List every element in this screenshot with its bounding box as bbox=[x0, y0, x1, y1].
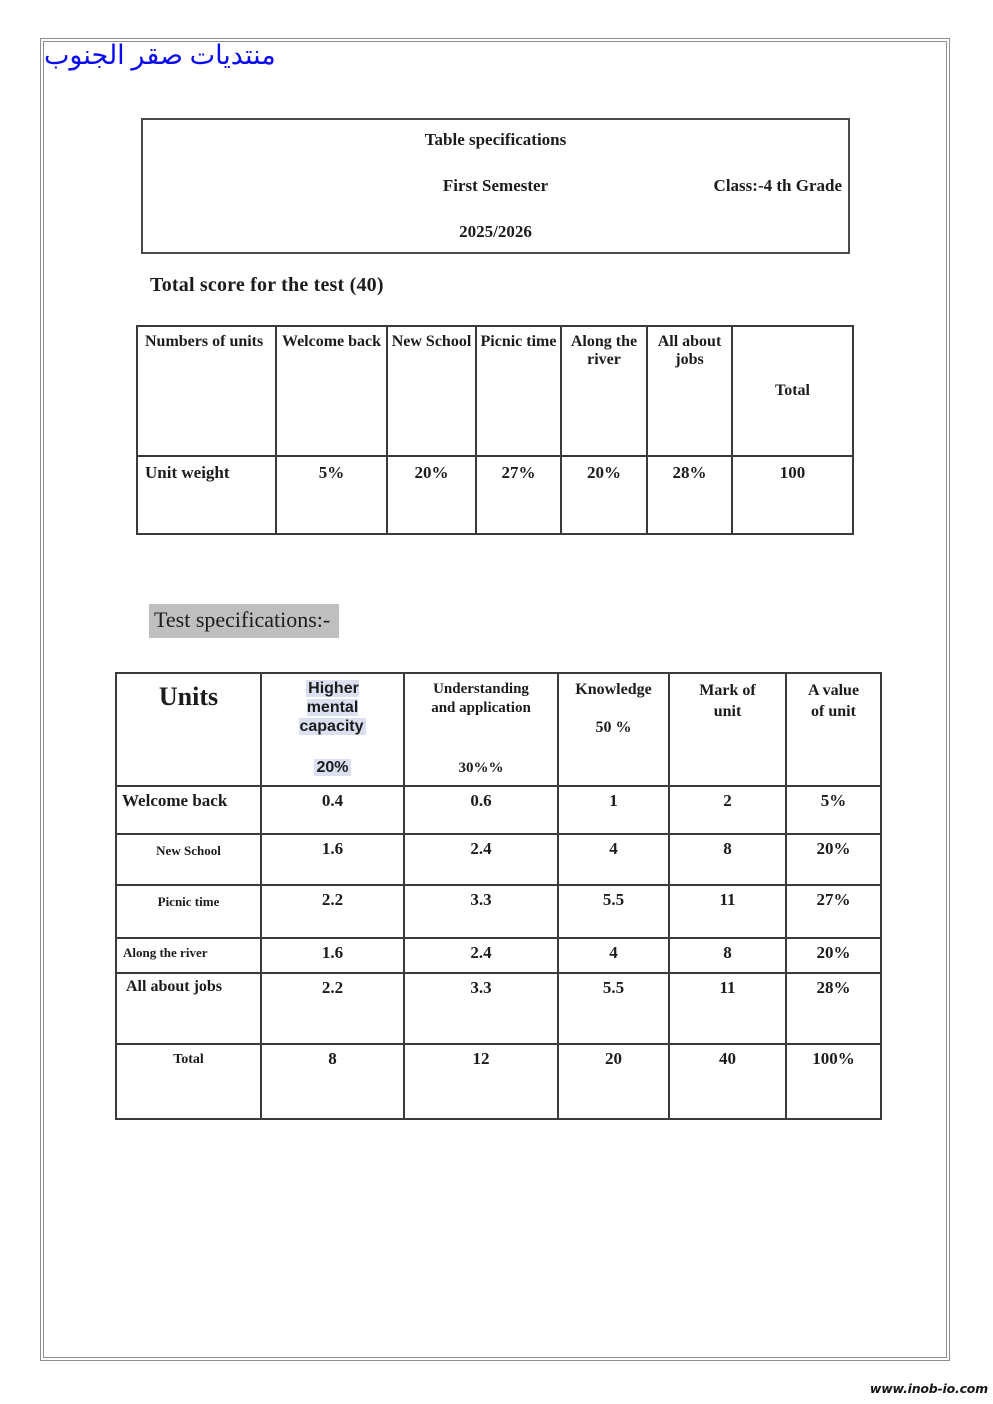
spec-table-row-new-school bbox=[116, 834, 881, 885]
test-specifications-table bbox=[115, 672, 882, 1120]
spec-cell: 2.2 bbox=[261, 885, 404, 938]
spec-cell: 2.4 bbox=[404, 938, 558, 973]
spec-cell: 4 bbox=[558, 834, 669, 885]
spec-cell: 100% bbox=[786, 1044, 881, 1119]
spec-row-label: Picnic time bbox=[116, 885, 261, 938]
spec-table-header-row bbox=[116, 673, 881, 786]
spec-cell: 20% bbox=[786, 834, 881, 885]
site-title-arabic: منتديات صقر الجنوب bbox=[44, 40, 276, 70]
spec-box-class: Class:-4 th Grade bbox=[713, 176, 842, 195]
spec-cell: 5.5 bbox=[558, 885, 669, 938]
spec-cell: 40 bbox=[669, 1044, 786, 1119]
spec-header-value-of-unit: A value of unit bbox=[786, 673, 881, 786]
weights-header-all-about-jobs: All about jobs bbox=[647, 326, 732, 456]
spec-header-mark-of-unit: Mark of unit bbox=[669, 673, 786, 786]
weights-row-label: Unit weight bbox=[137, 456, 276, 534]
spec-box-title: Table specifications bbox=[424, 130, 567, 149]
spec-cell: 3.3 bbox=[404, 885, 558, 938]
spec-header-knowledge-label: Knowledge bbox=[575, 681, 652, 698]
spec-cell: 2.4 bbox=[404, 834, 558, 885]
spec-cell: 28% bbox=[786, 973, 881, 1044]
weights-header-picnic-time: Picnic time bbox=[476, 326, 561, 456]
spec-cell: 11 bbox=[669, 973, 786, 1044]
spec-cell: 8 bbox=[669, 834, 786, 885]
weights-table-data-row bbox=[137, 456, 853, 534]
weights-value-cell: 20% bbox=[561, 456, 647, 534]
spec-header-knowledge-percent: 50 % bbox=[595, 719, 632, 736]
spec-header-understanding-label: Understanding and application bbox=[431, 681, 531, 716]
weights-table bbox=[136, 325, 854, 535]
spec-cell: 11 bbox=[669, 885, 786, 938]
spec-header-higher-label: Higher mental capacity bbox=[299, 680, 364, 735]
spec-cell: 27% bbox=[786, 885, 881, 938]
spec-row-label: All about jobs bbox=[116, 973, 261, 1044]
spec-table-row-all-about-jobs bbox=[116, 973, 881, 1044]
spec-cell: 12 bbox=[404, 1044, 558, 1119]
weights-header-along-the-river: Along the river bbox=[561, 326, 647, 456]
spec-cell: 20% bbox=[786, 938, 881, 973]
weights-value-cell: 20% bbox=[387, 456, 476, 534]
spec-cell: 0.4 bbox=[261, 786, 404, 834]
spec-cell: 4 bbox=[558, 938, 669, 973]
weights-header-numbers-of-units: Numbers of units bbox=[137, 326, 276, 456]
spec-cell: 1.6 bbox=[261, 938, 404, 973]
weights-value-cell: 5% bbox=[276, 456, 387, 534]
spec-cell: 5.5 bbox=[558, 973, 669, 1044]
test-specifications-heading: Test specifications:- bbox=[149, 604, 339, 638]
spec-cell: 3.3 bbox=[404, 973, 558, 1044]
weights-header-new-school: New School bbox=[387, 326, 476, 456]
spec-header-units: Units bbox=[116, 673, 261, 786]
spec-box-year: 2025/2026 bbox=[459, 222, 532, 241]
spec-header-higher-percent: 20% bbox=[316, 759, 349, 776]
spec-table-row-picnic-time bbox=[116, 885, 881, 938]
watermark-text: www.inob-io.com bbox=[869, 1381, 988, 1396]
table-specifications-box bbox=[141, 118, 850, 254]
spec-header-knowledge bbox=[558, 673, 669, 786]
spec-cell: 8 bbox=[261, 1044, 404, 1119]
spec-cell: 0.6 bbox=[404, 786, 558, 834]
spec-table-row-total bbox=[116, 1044, 881, 1119]
weights-header-welcome-back: Welcome back bbox=[276, 326, 387, 456]
spec-header-understanding-percent: 30%% bbox=[458, 760, 504, 776]
spec-cell: 5% bbox=[786, 786, 881, 834]
weights-header-total: Total bbox=[732, 326, 853, 456]
weights-value-cell: 27% bbox=[476, 456, 561, 534]
spec-box-semester-line bbox=[143, 176, 848, 198]
spec-row-label: Along the river bbox=[116, 938, 261, 973]
spec-cell: 2 bbox=[669, 786, 786, 834]
spec-cell: 1 bbox=[558, 786, 669, 834]
spec-cell: 8 bbox=[669, 938, 786, 973]
weights-value-cell: 28% bbox=[647, 456, 732, 534]
spec-cell: 1.6 bbox=[261, 834, 404, 885]
spec-row-label: New School bbox=[116, 834, 261, 885]
spec-header-higher-mental-capacity bbox=[261, 673, 404, 786]
spec-box-semester: First Semester bbox=[442, 176, 549, 195]
spec-row-label: Welcome back bbox=[116, 786, 261, 834]
spec-table-row-welcome-back bbox=[116, 786, 881, 834]
spec-header-understanding-application bbox=[404, 673, 558, 786]
spec-table-row-along-the-river bbox=[116, 938, 881, 973]
weights-table-header-row bbox=[137, 326, 853, 456]
total-score-heading: Total score for the test (40) bbox=[150, 274, 384, 296]
spec-row-label: Total bbox=[116, 1044, 261, 1119]
weights-value-cell: 100 bbox=[732, 456, 853, 534]
spec-cell: 2.2 bbox=[261, 973, 404, 1044]
spec-cell: 20 bbox=[558, 1044, 669, 1119]
